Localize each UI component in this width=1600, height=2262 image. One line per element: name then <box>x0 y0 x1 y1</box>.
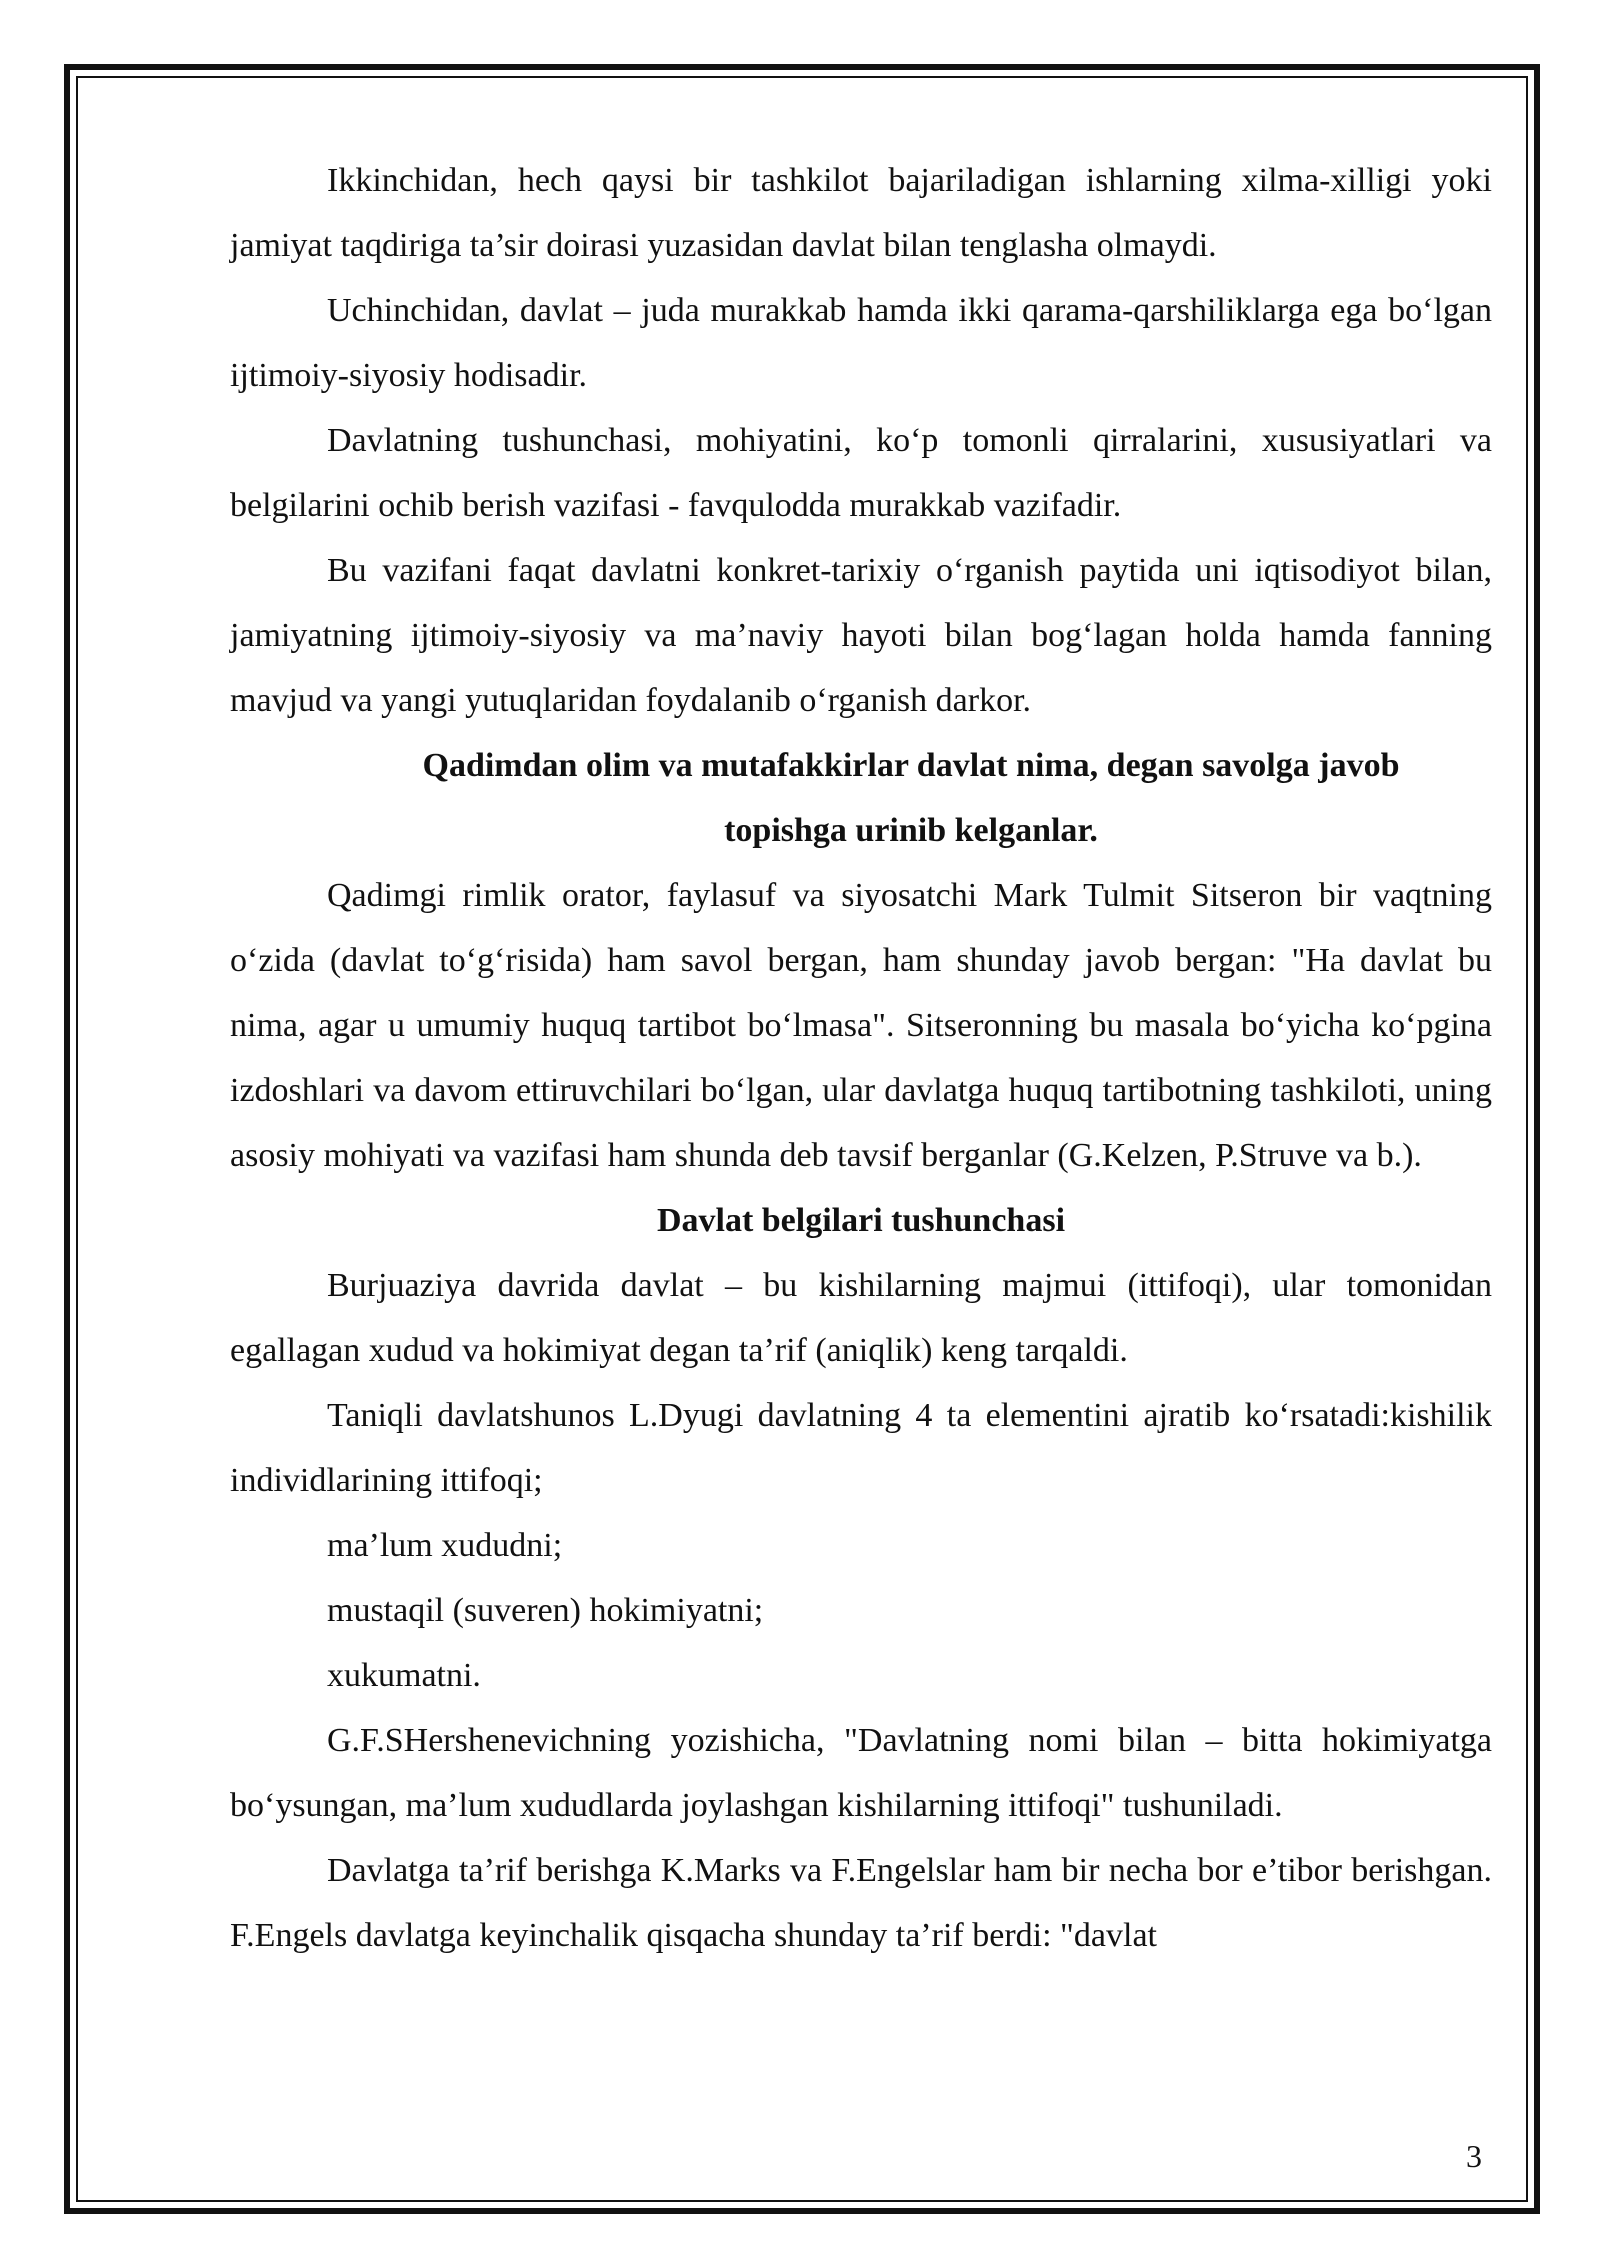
paragraph: Taniqli davlatshunos L.Dyugi davlatning 4 ta elementini ajratib ko‘rsatadi:kishilik individlarining ittifoqi; <box>230 1397 1492 1499</box>
paragraph: Davlatga ta’rif berishga K.Marks va F.Engelslar ham bir necha bor e’tibor berishgan. F.Engels davlatga keyinchalik qisqacha shunday ta’rif berdi: "davlat <box>230 1852 1492 1954</box>
list-item: mustaqil (suveren) hokimiyatni; <box>327 1592 764 1629</box>
page-content <box>230 148 1492 1968</box>
list-item: ma’lum xududni; <box>327 1527 563 1564</box>
paragraph: Uchinchidan, davlat – juda murakkab hamda ikki qarama-qarshiliklarga ega bo‘lgan ijtimoiy-siyosiy hodisadir. <box>230 292 1492 394</box>
page-number: 3 <box>1466 2138 1482 2174</box>
paragraph: Qadimgi rimlik orator, faylasuf va siyosatchi Mark Tulmit Sitseron bir vaqtning o‘zida (davlat to‘g‘risida) ham savol bergan, ham shunday javob bergan: "Ha davlat bu nima, agar u umumiy huquq tartibot bo‘lmasa". Sitseronning bu masala bo‘yicha ko‘pgina izdoshlari va davom ettiruvchilari bo‘lgan, ular davlatga huquq tartibotning tashkiloti, uning asosiy mohiyati va vazifasi ham shunda deb tavsif berganlar (G.Kelzen, P.Struve va b.). <box>230 877 1492 1174</box>
paragraph: Bu vazifani faqat davlatni konkret-tarixiy o‘rganish paytida uni iqtisodiyot bilan, jamiyatning ijtimoiy-siyosiy va ma’naviy hayoti bilan bog‘lagan holda hamda fanning mavjud va yangi yutuqlaridan foydalanib o‘rganish darkor. <box>230 552 1492 719</box>
section-heading: Qadimdan olim va mutafakkirlar davlat nima, degan savolga javob topishga urinib kelganlar. <box>422 747 1400 849</box>
paragraph: Burjuaziya davrida davlat – bu kishilarning majmui (ittifoqi), ular tomonidan egallagan xudud va hokimiyat degan ta’rif (aniqlik) keng tarqaldi. <box>230 1267 1492 1369</box>
paragraph: Ikkinchidan, hech qaysi bir tashkilot bajariladigan ishlarning xilma-xilligi yoki jamiyat taqdiriga ta’sir doirasi yuzasidan davlat bilan tenglasha olmaydi. <box>230 162 1492 264</box>
paragraph: G.F.SHershenevichning yozishicha, "Davlatning nomi bilan – bitta hokimiyatga bo‘ysungan, ma’lum xududlarda joylashgan kishilarning ittifoqi" tushuniladi. <box>230 1722 1492 1824</box>
list-item: xukumatni. <box>327 1657 481 1694</box>
paragraph: Davlatning tushunchasi, mohiyatini, ko‘p tomonli qirralarini, xususiyatlari va belgilarini ochib berish vazifasi - favqulodda murakkab vazifadir. <box>230 422 1492 524</box>
section-heading: Davlat belgilari tushunchasi <box>656 1202 1066 1239</box>
